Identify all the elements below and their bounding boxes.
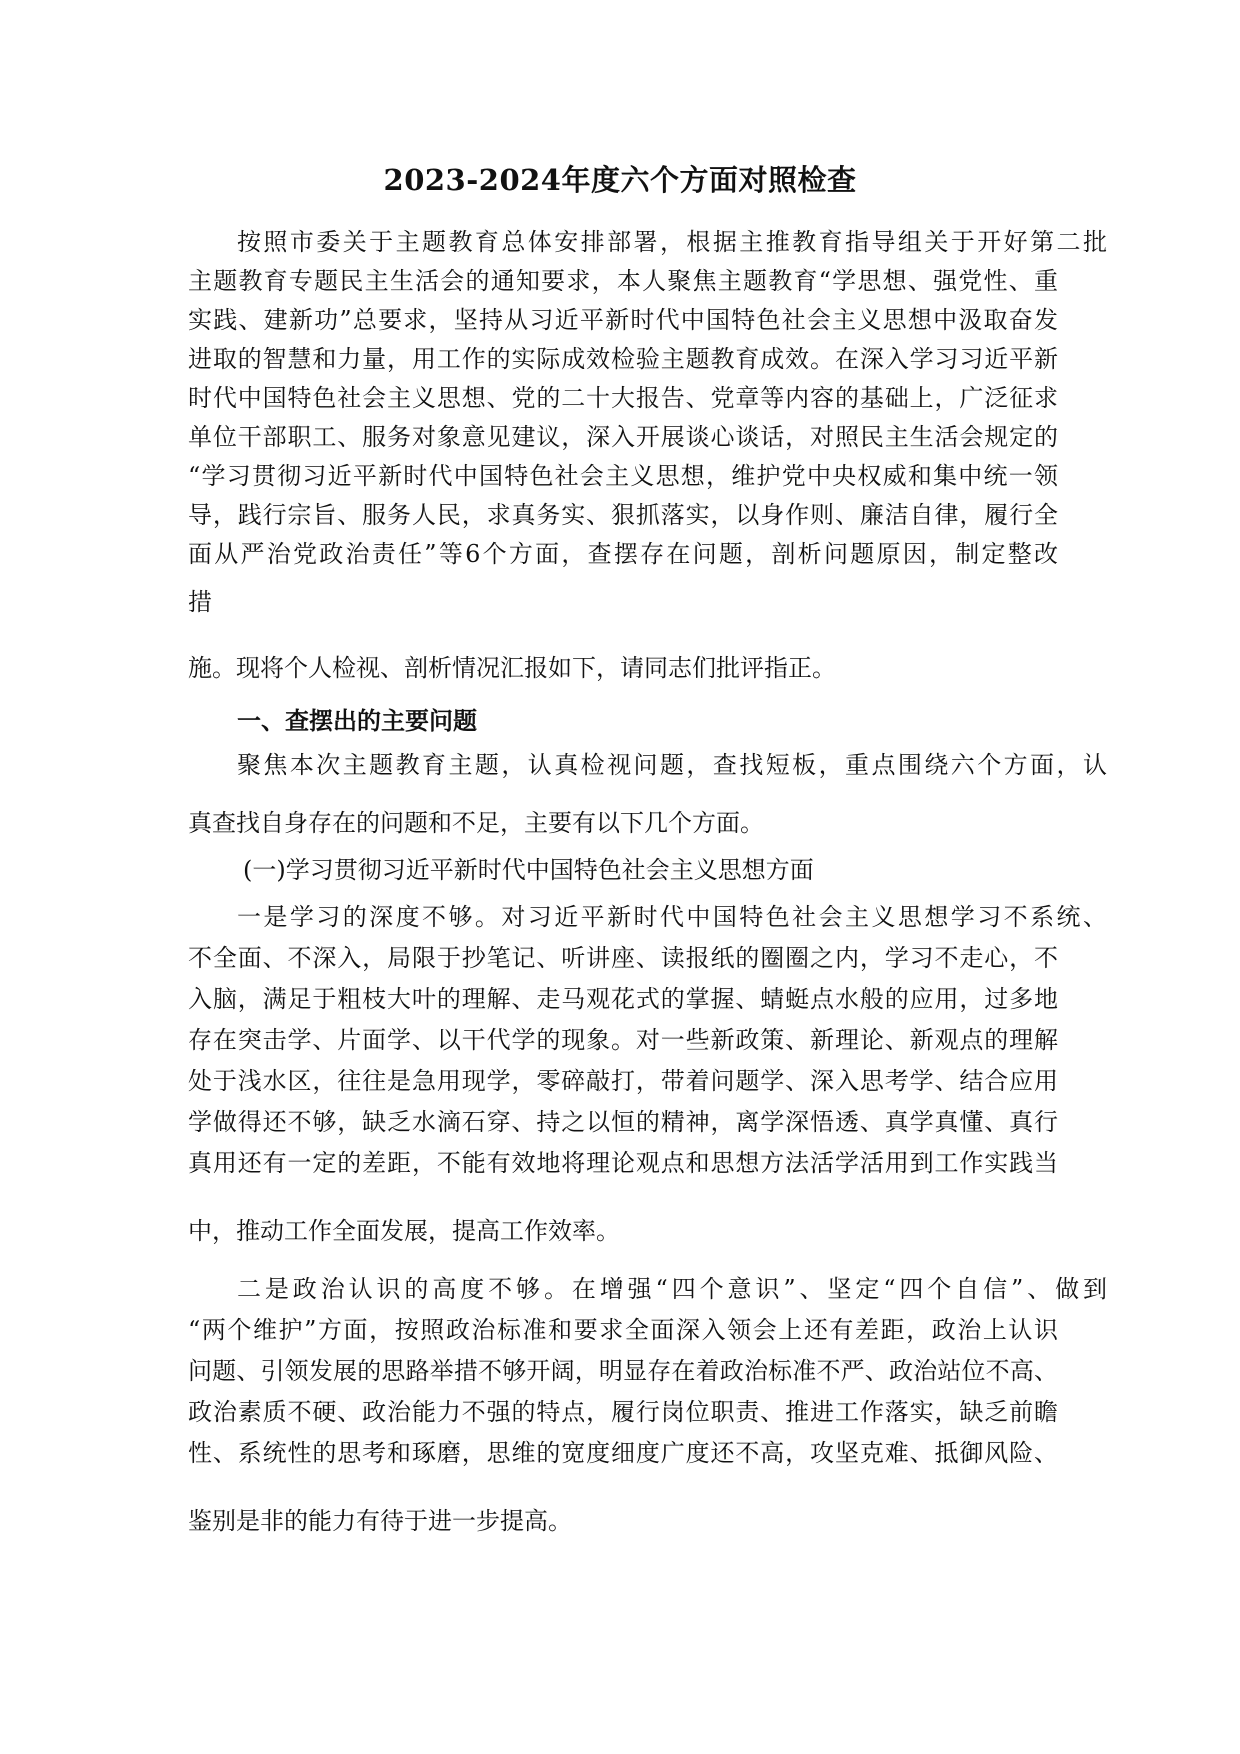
document-title: 2023-2024年度六个方面对照检查 [383, 163, 857, 197]
paragraph-line: 实践、建新功”总要求，坚持从习近平新时代中国特色社会主义思想中汲取奋发 [188, 306, 1058, 334]
paragraph-line: 面从严治党政治责任”等6个方面，查摆存在问题，剖析问题原因，制定整改 [188, 540, 1058, 568]
paragraph-line: 主题教育专题民主生活会的通知要求，本人聚焦主题教育“学思想、强党性、重 [188, 267, 1058, 295]
paragraph-line: 措 [188, 588, 212, 616]
paragraph-line: 单位干部职工、服务对象意见建议，深入开展谈心谈话，对照民主生活会规定的 [188, 423, 1058, 451]
paragraph-line: “学习贯彻习近平新时代中国特色社会主义思想，维护党中央权威和集中统一领 [188, 462, 1058, 490]
subsection-heading: (一)学习贯彻习近平新时代中国特色社会主义思想方面 [243, 856, 814, 884]
paragraph-line: 一是学习的深度不够。对习近平新时代中国特色社会主义思想学习不系统、 [237, 903, 1107, 931]
paragraph-line: 聚焦本次主题教育主题，认真检视问题，查找短板，重点围绕六个方面，认 [237, 751, 1107, 779]
paragraph-line: 学做得还不够，缺乏水滴石穿、持之以恒的精神，离学深悟透、真学真懂、真行 [188, 1108, 1058, 1136]
paragraph-line: 时代中国特色社会主义思想、党的二十大报告、党章等内容的基础上，广泛征求 [188, 384, 1058, 412]
paragraph-line: 真查找自身存在的问题和不足，主要有以下几个方面。 [188, 809, 764, 837]
paragraph-line: 政治素质不硬、政治能力不强的特点，履行岗位职责、推进工作落实，缺乏前瞻 [188, 1398, 1058, 1426]
paragraph-line: 不全面、不深入，局限于抄笔记、听讲座、读报纸的圈圈之内，学习不走心，不 [188, 944, 1058, 972]
paragraph-line: 中，推动工作全面发展，提高工作效率。 [188, 1217, 620, 1245]
paragraph-line: 鉴别是非的能力有待于进一步提高。 [188, 1507, 572, 1535]
paragraph-line: 性、系统性的思考和琢磨，思维的宽度细度广度还不高，攻坚克难、抵御风险、 [188, 1439, 1058, 1467]
paragraph-line: 按照市委关于主题教育总体安排部署，根据主推教育指导组关于开好第二批 [237, 228, 1107, 256]
paragraph-line: 入脑，满足于粗枝大叶的理解、走马观花式的掌握、蜻蜓点水般的应用，过多地 [188, 985, 1058, 1013]
paragraph-line: 问题、引领发展的思路举措不够开阔，明显存在着政治标准不严、政治站位不高、 [188, 1357, 1058, 1385]
paragraph-line: 存在突击学、片面学、以干代学的现象。对一些新政策、新理论、新观点的理解 [188, 1026, 1058, 1054]
section-heading: 一、查摆出的主要问题 [237, 706, 477, 735]
paragraph-line: 施。现将个人检视、剖析情况汇报如下，请同志们批评指正。 [188, 654, 836, 682]
paragraph-line: 真用还有一定的差距，不能有效地将理论观点和思想方法活学活用到工作实践当 [188, 1149, 1058, 1177]
paragraph-line: 导，践行宗旨、服务人民，求真务实、狠抓落实，以身作则、廉洁自律，履行全 [188, 501, 1058, 529]
paragraph-line: “两个维护”方面，按照政治标准和要求全面深入领会上还有差距，政治上认识 [188, 1316, 1058, 1344]
paragraph-line: 处于浅水区，往往是急用现学，零碎敲打，带着问题学、深入思考学、结合应用 [188, 1067, 1058, 1095]
paragraph-line: 进取的智慧和力量，用工作的实际成效检验主题教育成效。在深入学习习近平新 [188, 345, 1058, 373]
paragraph-line: 二是政治认识的高度不够。在增强“四个意识”、坚定“四个自信”、做到 [237, 1275, 1107, 1303]
